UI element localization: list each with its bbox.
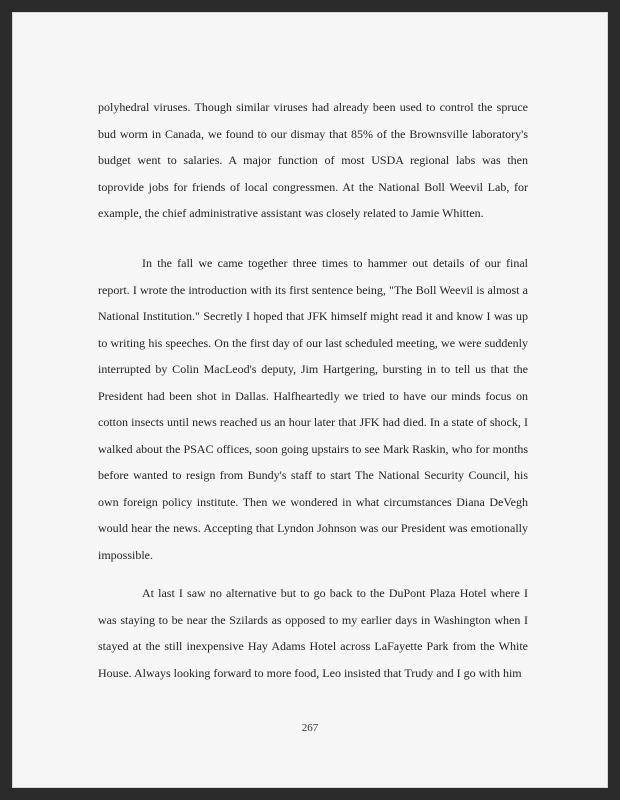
page-number: 267 xyxy=(301,722,319,734)
paragraph-1 xyxy=(98,94,528,227)
paragraph-3-text: At last I saw no alternative but to go back to the DuPont Plaza Hotel where I was staying to be near the Szilards as opposed to my earlier days in Washington when I stayed at the still inexpensive Hay Adams Hotel across LaFayette Park from the White House. Always looking forward to more food, Leo insisted that Trudy and I go with him xyxy=(98,586,528,680)
paragraph-1-text: polyhedral viruses. Though similar viruses had already been used to control the spruce bud worm in Canada, we found to our dismay that 85% of the Brownsville laboratory's budget went to salaries. A major function of most USDA regional labs was then toprovide jobs for friends of local congressmen. At the National Boll Weevil Lab, for example, the chief administrative assistant was closely related to Jamie Whitten. xyxy=(98,100,528,220)
paragraph-2-text: In the fall we came together three times to hammer out details of our final report. I wrote the introduction with its first sentence being, "The Boll Weevil is almost a National Institution." Secretly I hoped that JFK himself might read it and know I was up to writing his speeches. On the first day of our last scheduled meeting, we were suddenly interrupted by Colin MacLeod's deputy, Jim Hartgering, bursting in to tell us that the President had been shot in Dallas. Halfheartedly we tried to have our minds focus on cotton insects until news reached us an hour later that JFK had died. In a state of shock, I walked about the PSAC offices, soon going upstairs to see Mark Raskin, who for months before wanted to resign from Bundy's staff to start The National Security Council, his own foreign policy institute. Then we wondered in what circumstances Diana DeVegh would hear the news. Accepting that Lyndon Johnson was our President was emotionally impossible. xyxy=(98,256,528,562)
paragraph-3 xyxy=(98,580,528,686)
paragraph-2 xyxy=(98,250,528,568)
